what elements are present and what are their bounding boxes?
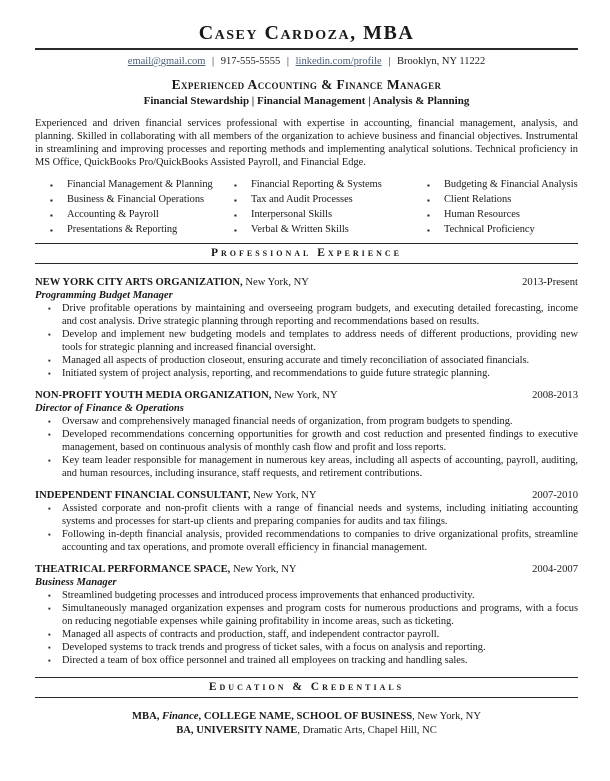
job-title: Programming Budget Manager bbox=[35, 290, 173, 301]
summary-paragraph: Experienced and driven financial services professional with expertise in accounting, financial management, analysis, and planning. Skilled in collaborating with all members of the organization to achieve business and financial objectives. Instrumental in streamlining and improving processes and reporting methods and implementing analytical solutions. Technical proficiency in MS Office, QuickBooks Pro/QuickBooks Assisted Payroll, and Financial Edge. bbox=[35, 118, 578, 168]
job-entry bbox=[35, 489, 578, 554]
skill-item bbox=[425, 192, 578, 207]
bullet-icon: ▪ bbox=[50, 210, 53, 220]
job-bullet bbox=[48, 502, 578, 528]
job-bullet-text: Initiated system of project analysis, reporting, and recommendations to guide future strategic planning. bbox=[62, 368, 490, 379]
job-title: Director of Finance & Operations bbox=[35, 403, 184, 414]
skills-columns bbox=[48, 177, 578, 237]
job-bullet-text: Simultaneously managed organization expenses and program costs for numerous productions and programs, with a focus on reducing negotiable expenses while gaining profitability in income areas, such as ticketing. bbox=[62, 603, 578, 627]
education-segment: Finance bbox=[162, 711, 199, 722]
job-company: INDEPENDENT FINANCIAL CONSULTANT, bbox=[35, 490, 251, 501]
contact-line bbox=[35, 55, 578, 68]
job-bullet-list bbox=[48, 415, 578, 480]
skill-item bbox=[48, 222, 232, 237]
skill-label: Client Relations bbox=[444, 194, 512, 205]
bullet-icon: ▪ bbox=[48, 356, 51, 365]
job-bullet bbox=[48, 367, 578, 380]
job-bullet bbox=[48, 454, 578, 480]
bullet-icon: ▪ bbox=[48, 656, 51, 665]
skills-column-3 bbox=[425, 177, 578, 237]
job-dates: 2004-2007 bbox=[532, 564, 578, 575]
skill-label: Business & Financial Operations bbox=[67, 194, 205, 205]
skill-item bbox=[48, 207, 232, 222]
job-company-line bbox=[35, 489, 317, 502]
bullet-icon: ▪ bbox=[234, 180, 237, 190]
job-bullet-list bbox=[48, 589, 578, 667]
skills-column-1 bbox=[48, 177, 232, 237]
section-header-experience: Professional Experience bbox=[35, 243, 578, 264]
skill-item bbox=[425, 207, 578, 222]
education-segment: MBA, bbox=[132, 711, 163, 722]
job-bullet-text: Following in-depth financial analysis, provided recommendations to companies to drive organizational profits, streamline accounting and tax operations, and promote overall efficiency in financial management. bbox=[62, 529, 578, 553]
job-bullet-text: Developed recommendations concerning opportunities for growth and cost reduction and presented findings to executive management, based on continuous analysis of monthly cash flow and profit and loss reports. bbox=[62, 429, 578, 453]
job-bullet-text: Key team leader responsible for management in numerous key areas, including all aspects of accounting, payroll, auditing, and human resources, including insurance, staff requests, and retirement contributions. bbox=[62, 455, 578, 479]
contact-separator: | bbox=[385, 56, 394, 67]
contact-separator: | bbox=[209, 56, 217, 67]
skills-column-2 bbox=[232, 177, 425, 237]
job-header-row bbox=[35, 276, 578, 289]
job-location: New York, NY bbox=[242, 277, 309, 288]
bullet-icon: ▪ bbox=[427, 225, 430, 235]
job-entry bbox=[35, 389, 578, 480]
job-entry bbox=[35, 563, 578, 667]
education-list bbox=[35, 710, 578, 738]
education-segment: , bbox=[198, 711, 204, 722]
bullet-icon: ▪ bbox=[234, 195, 237, 205]
job-title: Business Manager bbox=[35, 577, 117, 588]
job-header-row bbox=[35, 389, 578, 402]
job-location: New York, NY bbox=[271, 390, 338, 401]
job-dates: 2007-2010 bbox=[532, 490, 578, 501]
bullet-icon: ▪ bbox=[234, 225, 237, 235]
contact-separator: | bbox=[284, 56, 292, 67]
job-bullet bbox=[48, 628, 578, 641]
education-segment: , Dramatic Arts, Chapel Hill, NC bbox=[297, 725, 437, 736]
job-bullet-text: Directed a team of box office personnel and trained all employees on tracking and handling sales. bbox=[62, 655, 468, 666]
bullet-icon: ▪ bbox=[48, 643, 51, 652]
skill-item bbox=[232, 177, 425, 192]
bullet-icon: ▪ bbox=[48, 604, 51, 613]
bullet-icon: ▪ bbox=[427, 180, 430, 190]
bullet-icon: ▪ bbox=[234, 210, 237, 220]
job-bullet bbox=[48, 354, 578, 367]
skill-item bbox=[48, 192, 232, 207]
bullet-icon: ▪ bbox=[427, 195, 430, 205]
job-entry bbox=[35, 276, 578, 380]
bullet-icon: ▪ bbox=[48, 369, 51, 378]
education-line bbox=[35, 710, 578, 724]
bullet-icon: ▪ bbox=[50, 195, 53, 205]
bullet-icon: ▪ bbox=[48, 430, 51, 439]
skill-label: Accounting & Payroll bbox=[67, 209, 159, 220]
job-location: New York, NY bbox=[230, 564, 297, 575]
bullet-icon: ▪ bbox=[48, 630, 51, 639]
location-text: Brooklyn, NY 11222 bbox=[397, 56, 486, 67]
education-segment: COLLEGE NAME, SCHOOL OF BUSINESS bbox=[203, 711, 413, 722]
job-company-line bbox=[35, 276, 309, 289]
skill-label: Financial Management & Planning bbox=[67, 179, 213, 190]
job-dates: 2013-Present bbox=[522, 277, 578, 288]
name-divider bbox=[35, 48, 578, 50]
headline: Experienced Accounting & Finance Manager bbox=[171, 77, 442, 92]
skill-item bbox=[232, 192, 425, 207]
job-bullet-text: Drive profitable operations by maintaining and overseeing program budgets, and executing detailed forecasting, income and cost analysis. Drive strategic planning through reporting and recommendations based on results. bbox=[62, 303, 578, 327]
job-dates: 2008-2013 bbox=[532, 390, 578, 401]
job-bullet-text: Streamlined budgeting processes and introduced process improvements that enhanced productivity. bbox=[62, 590, 475, 601]
job-header-row bbox=[35, 489, 578, 502]
bullet-icon: ▪ bbox=[48, 530, 51, 539]
bullet-icon: ▪ bbox=[50, 180, 53, 190]
education-line bbox=[35, 724, 578, 738]
job-company-line bbox=[35, 389, 338, 402]
job-company-line bbox=[35, 563, 297, 576]
job-company: THEATRICAL PERFORMANCE SPACE, bbox=[35, 564, 231, 575]
job-bullet-list bbox=[48, 302, 578, 380]
job-bullet bbox=[48, 528, 578, 554]
education-segment: , New York, NY bbox=[412, 711, 481, 722]
bullet-icon: ▪ bbox=[48, 504, 51, 513]
subheadline: Financial Stewardship | Financial Management | Analysis & Planning bbox=[143, 95, 470, 107]
skill-label: Verbal & Written Skills bbox=[251, 224, 349, 235]
job-bullet bbox=[48, 428, 578, 454]
job-bullet-text: Managed all aspects of contracts and production, staff, and independent contractor payroll. bbox=[62, 629, 440, 640]
skill-item bbox=[232, 222, 425, 237]
bullet-icon: ▪ bbox=[48, 304, 51, 313]
job-bullet bbox=[48, 415, 578, 428]
job-bullet-text: Develop and implement new budgeting models and templates to address needs of different productions, providing new tools for strategic planning and increased financial oversight. bbox=[62, 329, 578, 353]
job-bullet bbox=[48, 302, 578, 328]
skill-label: Interpersonal Skills bbox=[251, 209, 333, 220]
job-company: NON-PROFIT YOUTH MEDIA ORGANIZATION, bbox=[35, 390, 272, 401]
job-bullet-text: Assisted corporate and non-profit clients with a range of financial needs and systems, including initiating accounting systems and processes for start-up clients and preparing companies for audits and tax filings. bbox=[62, 503, 578, 527]
bullet-icon: ▪ bbox=[48, 591, 51, 600]
job-company: NEW YORK CITY ARTS ORGANIZATION, bbox=[35, 277, 243, 288]
skill-label: Human Resources bbox=[444, 209, 520, 220]
job-bullet-list bbox=[48, 502, 578, 554]
job-bullet-text: Managed all aspects of production closeout, ensuring accurate and timely reconciliation of associated financials. bbox=[62, 355, 530, 366]
experience-list bbox=[35, 276, 578, 667]
job-bullet bbox=[48, 328, 578, 354]
skill-item bbox=[425, 177, 578, 192]
section-header-education: Education & Credentials bbox=[35, 677, 578, 698]
bullet-icon: ▪ bbox=[48, 456, 51, 465]
job-bullet bbox=[48, 641, 578, 654]
job-bullet bbox=[48, 602, 578, 628]
email-link[interactable]: email@gmail.com bbox=[127, 56, 206, 67]
skill-label: Tax and Audit Processes bbox=[251, 194, 353, 205]
skill-label: Financial Reporting & Systems bbox=[251, 179, 382, 190]
bullet-icon: ▪ bbox=[50, 225, 53, 235]
bullet-icon: ▪ bbox=[48, 417, 51, 426]
job-bullet-text: Developed systems to track trends and progress of ticket sales, with a focus on analysis and reporting. bbox=[62, 642, 486, 653]
skill-label: Budgeting & Financial Analysis bbox=[444, 179, 578, 190]
bullet-icon: ▪ bbox=[427, 210, 430, 220]
skill-item bbox=[425, 222, 578, 237]
bullet-icon: ▪ bbox=[48, 330, 51, 339]
skill-item bbox=[48, 177, 232, 192]
job-bullet bbox=[48, 589, 578, 602]
job-location: New York, NY bbox=[250, 490, 317, 501]
skill-label: Technical Proficiency bbox=[444, 224, 535, 235]
job-bullet bbox=[48, 654, 578, 667]
linkedin-link[interactable]: linkedin.com/profile bbox=[295, 56, 382, 67]
education-segment: BA, UNIVERSITY NAME bbox=[176, 725, 298, 736]
job-bullet-text: Oversaw and comprehensively managed financial needs of organization, from program budgets to spending. bbox=[62, 416, 513, 427]
job-header-row bbox=[35, 563, 578, 576]
skill-label: Presentations & Reporting bbox=[67, 224, 178, 235]
page-title: Casey Cardoza, MBA bbox=[198, 22, 415, 44]
skill-item bbox=[232, 207, 425, 222]
phone-text: 917-555-5555 bbox=[220, 56, 281, 67]
